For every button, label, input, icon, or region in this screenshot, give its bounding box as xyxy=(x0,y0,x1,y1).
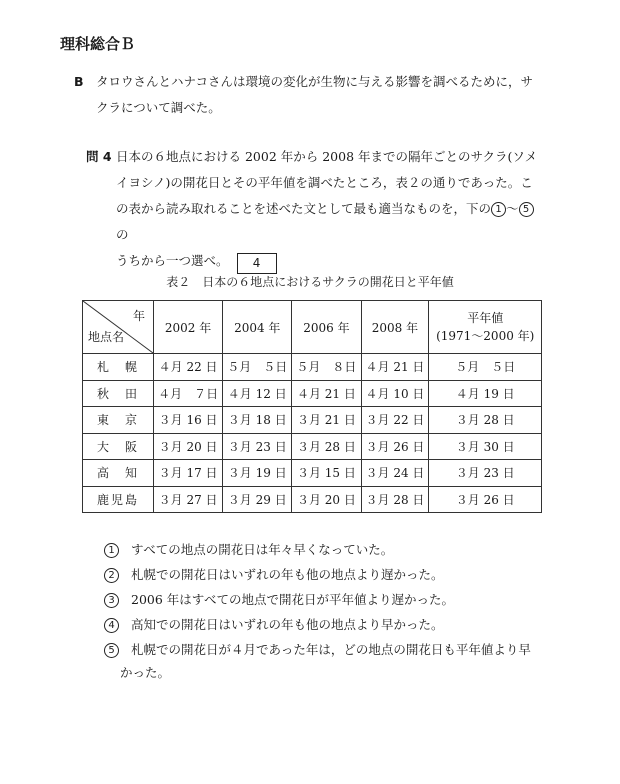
date-cell: ３月 15 日 xyxy=(292,460,361,487)
question-line-2: イヨシノ)の開花日とその平年値を調べたところ，表２の通りであった。こ xyxy=(116,175,533,190)
table-row xyxy=(83,354,542,381)
question-line-1: 日本の６地点における 2002 年から 2008 年までの隔年ごとのサクラ(ソメ xyxy=(116,149,538,164)
avg-cell: ３月 26 日 xyxy=(429,486,542,513)
date-cell: ３月 18 日 xyxy=(223,407,292,434)
table-caption: 表２ 日本の６地点におけるサクラの開花日と平年値 xyxy=(166,275,454,289)
header-2004: 2004 年 xyxy=(223,301,292,354)
table-row xyxy=(83,407,542,434)
header-average xyxy=(429,301,542,354)
option-number-circle: 3 xyxy=(104,593,119,608)
header-2006: 2006 年 xyxy=(292,301,361,354)
avg-header-title: 平年値 xyxy=(467,311,504,325)
option-text: すべての地点の開花日は年々早くなっていた。 xyxy=(131,542,394,557)
avg-cell: ３月 30 日 xyxy=(429,433,542,460)
date-cell: ４月 21 日 xyxy=(361,354,429,381)
date-cell: ４月 10 日 xyxy=(361,380,429,407)
city-cell: 高 知 xyxy=(83,460,154,487)
date-cell: ４月 ７日 xyxy=(154,380,223,407)
corner-year-label: 年 xyxy=(132,309,145,323)
avg-cell: ５月 ５日 xyxy=(429,354,542,381)
date-cell: ３月 28 日 xyxy=(361,486,429,513)
avg-header-period: (1971～2000 年) xyxy=(436,329,535,343)
question-line-3-text: の表から読み取れることを述べた文として最も適当なものを，下の xyxy=(116,201,492,216)
option-1[interactable] xyxy=(104,537,531,562)
table-header-row xyxy=(83,301,542,354)
avg-cell: ３月 28 日 xyxy=(429,407,542,434)
answer-options xyxy=(104,537,531,684)
table-row xyxy=(83,486,542,513)
city-cell: 札 幌 xyxy=(83,354,154,381)
date-cell: ３月 28 日 xyxy=(292,433,361,460)
intro-line-1: タロウさんとハナコさんは環境の変化が生物に与える影響を調べるために，サ xyxy=(96,74,534,89)
date-cell: ３月 29 日 xyxy=(223,486,292,513)
option-text: 札幌での開花日が４月であった年は，どの地点の開花日も平年値より早 xyxy=(131,642,531,657)
date-cell: ３月 20 日 xyxy=(154,433,223,460)
date-cell: ４月 22 日 xyxy=(154,354,223,381)
date-cell: ３月 24 日 xyxy=(361,460,429,487)
date-cell: ３月 16 日 xyxy=(154,407,223,434)
avg-cell: ４月 19 日 xyxy=(429,380,542,407)
date-cell: ３月 26 日 xyxy=(361,433,429,460)
table-corner-cell xyxy=(83,301,154,354)
header-2008: 2008 年 xyxy=(361,301,429,354)
city-cell: 鹿児島 xyxy=(83,486,154,513)
intro-paragraph xyxy=(74,69,554,121)
range-to-number: 5 xyxy=(519,202,534,217)
question-line-4 xyxy=(86,248,546,274)
option-number-circle: 5 xyxy=(104,643,119,658)
option-text: 2006 年はすべての地点で開花日が平年値より遅かった。 xyxy=(131,592,455,607)
option-text: 高知での開花日はいずれの年も他の地点より早かった。 xyxy=(131,617,444,632)
date-cell: ４月 12 日 xyxy=(223,380,292,407)
table-row xyxy=(83,433,542,460)
option-number-circle: 2 xyxy=(104,568,119,583)
city-cell: 大 阪 xyxy=(83,433,154,460)
corner-place-label: 地点名 xyxy=(88,330,125,344)
range-separator: ～ xyxy=(506,201,519,216)
date-cell: ５月 ８日 xyxy=(292,354,361,381)
table-row xyxy=(83,460,542,487)
option-5-continuation: かった。 xyxy=(120,665,171,680)
avg-cell: ３月 23 日 xyxy=(429,460,542,487)
question-line-3 xyxy=(86,196,546,248)
question-label: 問 4 xyxy=(86,149,112,164)
option-number-circle: 1 xyxy=(104,543,119,558)
question-4 xyxy=(86,144,546,274)
intro-line-2: クラについて調べた。 xyxy=(96,100,221,115)
bloom-table xyxy=(82,300,542,513)
date-cell: ３月 17 日 xyxy=(154,460,223,487)
range-from-number: 1 xyxy=(491,202,506,217)
option-number-circle: 4 xyxy=(104,618,119,633)
date-cell: ３月 19 日 xyxy=(223,460,292,487)
option-4[interactable] xyxy=(104,612,531,637)
option-5[interactable] xyxy=(104,637,531,662)
section-mark: B xyxy=(74,74,84,89)
date-cell: ３月 20 日 xyxy=(292,486,361,513)
option-3[interactable] xyxy=(104,587,531,612)
question-line-4-text: うちから一つ選べ。 xyxy=(116,253,229,268)
city-cell: 秋 田 xyxy=(83,380,154,407)
date-cell: ４月 21 日 xyxy=(292,380,361,407)
date-cell: ３月 27 日 xyxy=(154,486,223,513)
table-row xyxy=(83,380,542,407)
city-cell: 東 京 xyxy=(83,407,154,434)
date-cell: ５月 ５日 xyxy=(223,354,292,381)
header-2002: 2002 年 xyxy=(154,301,223,354)
answer-box[interactable]: 4 xyxy=(237,253,277,274)
date-cell: ３月 21 日 xyxy=(292,407,361,434)
date-cell: ３月 22 日 xyxy=(361,407,429,434)
question-line-3-end: の xyxy=(116,227,129,242)
option-text: 札幌での開花日はいずれの年も他の地点より遅かった。 xyxy=(131,567,444,582)
option-2[interactable] xyxy=(104,562,531,587)
section-title: 理科総合Ｂ xyxy=(60,35,136,53)
date-cell: ３月 23 日 xyxy=(223,433,292,460)
